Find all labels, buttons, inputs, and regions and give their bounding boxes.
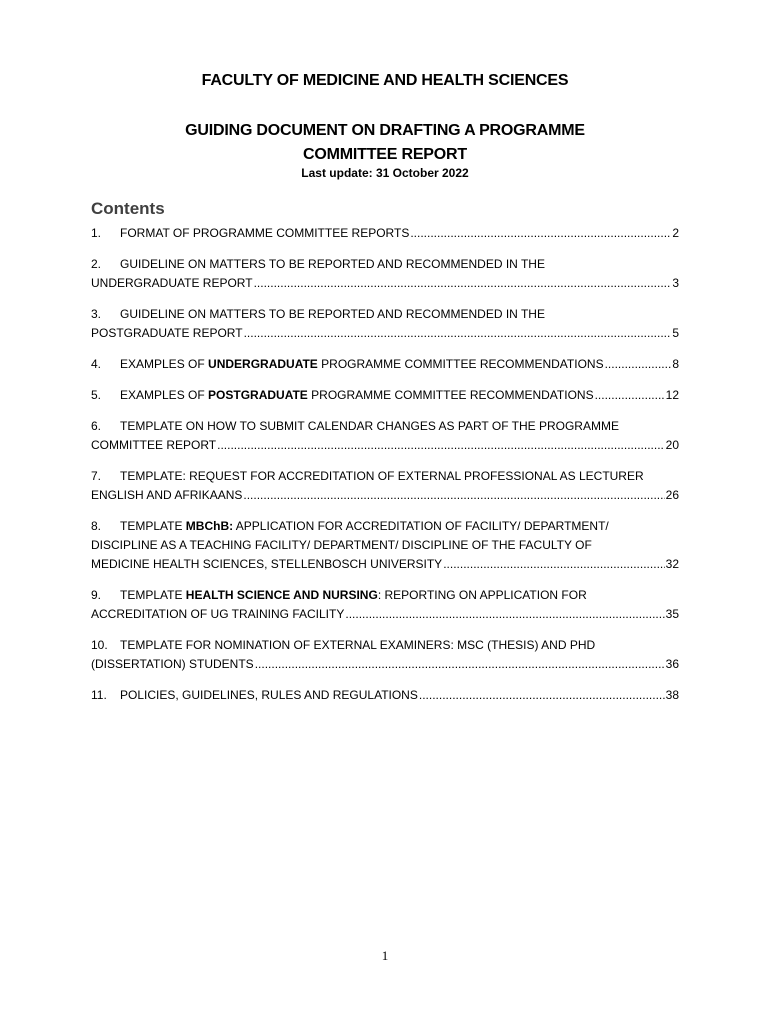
- toc-entry-title: POLICIES, GUIDELINES, RULES AND REGULATIONS: [120, 688, 418, 702]
- toc-dot-leader: [254, 274, 672, 293]
- toc-entry-9[interactable]: [91, 586, 679, 624]
- toc-page-number: 3: [672, 276, 679, 290]
- toc-entry-title-suffix: APPLICATION FOR ACCREDITATION OF FACILITY/ DEPARTMENT/: [233, 519, 609, 533]
- toc-entry-number: 5.: [91, 388, 102, 402]
- toc-entry-number: 9.: [91, 588, 102, 602]
- toc-entry-10[interactable]: [91, 636, 679, 674]
- toc-dot-leader: [243, 486, 664, 505]
- toc-dot-leader: [595, 386, 665, 405]
- last-update-date: Last update: 31 October 2022: [301, 166, 469, 180]
- toc-entry-title-line-1: TEMPLATE FOR NOMINATION OF EXTERNAL EXAMINERS: MSC (THESIS) AND PHD: [120, 638, 596, 652]
- toc-entry-11[interactable]: [91, 686, 679, 705]
- toc-entry-number: 3.: [91, 307, 102, 321]
- document-title-line-2: COMMITTEE REPORT: [303, 146, 467, 163]
- toc-entry-number: 1.: [91, 226, 102, 240]
- toc-page-number: 5: [672, 326, 679, 340]
- toc-entry-title-suffix: PROGRAMME COMMITTEE RECOMMENDATIONS: [317, 357, 604, 371]
- toc-entry-number: 10.: [91, 638, 108, 652]
- toc-entry-number: 2.: [91, 257, 102, 271]
- toc-entry-title-line-1: TEMPLATE: REQUEST FOR ACCREDITATION OF EXTERNAL PROFESSIONAL AS LECTURER: [120, 469, 644, 483]
- toc-dot-leader: [443, 555, 664, 574]
- toc-dot-leader: [217, 436, 665, 455]
- toc-entry-2[interactable]: [91, 255, 679, 293]
- toc-page-number: 26: [665, 488, 679, 502]
- toc-entry-title-line-2: ENGLISH AND AFRIKAANS: [91, 488, 243, 502]
- toc-entry-number: 8.: [91, 519, 102, 533]
- toc-entry-title-line-2: POSTGRADUATE REPORT: [91, 326, 243, 340]
- toc-page-number: 38: [665, 688, 679, 702]
- toc-entry-title-emphasis: UNDERGRADUATE: [208, 357, 318, 371]
- toc-entry-title-line-2: DISCIPLINE AS A TEACHING FACILITY/ DEPARTMENT/ DISCIPLINE OF THE FACULTY OF: [91, 538, 592, 552]
- toc-page-number: 2: [672, 226, 679, 240]
- toc-entry-title-line-2: UNDERGRADUATE REPORT: [91, 276, 253, 290]
- toc-entry-title-emphasis: HEALTH SCIENCE AND NURSING: [185, 588, 378, 602]
- toc-entry-5[interactable]: [91, 386, 679, 405]
- toc-dot-leader: [410, 224, 671, 243]
- toc-page-number: 36: [665, 657, 679, 671]
- toc-entry-number: 6.: [91, 419, 102, 433]
- toc-entry-7[interactable]: [91, 467, 679, 505]
- document-title-line-1: GUIDING DOCUMENT ON DRAFTING A PROGRAMME: [185, 122, 585, 139]
- toc-entry-1[interactable]: [91, 224, 679, 243]
- toc-entry-number: 4.: [91, 357, 102, 371]
- toc-dot-leader: [244, 324, 672, 343]
- toc-page-number: 8: [672, 357, 679, 371]
- toc-entry-title-line-1: GUIDELINE ON MATTERS TO BE REPORTED AND RECOMMENDED IN THE: [120, 257, 545, 271]
- toc-entry-title-suffix: : REPORTING ON APPLICATION FOR: [377, 588, 587, 602]
- toc-entry-title-line-2: COMMITTEE REPORT: [91, 438, 217, 452]
- toc-entry-title-emphasis: MBChB:: [185, 519, 234, 533]
- toc-entry-title: FORMAT OF PROGRAMME COMMITTEE REPORTS: [120, 226, 410, 240]
- toc-entry-title-line-2: (DISSERTATION) STUDENTS: [91, 657, 254, 671]
- toc-entry-title-prefix: TEMPLATE: [120, 588, 186, 602]
- toc-dot-leader: [255, 655, 665, 674]
- toc-entry-4[interactable]: [91, 355, 679, 374]
- toc-entry-number: 11.: [91, 688, 107, 702]
- table-of-contents: [91, 224, 679, 717]
- document-title: [120, 119, 650, 167]
- toc-page-number: 35: [665, 607, 679, 621]
- toc-page-number: 12: [665, 388, 679, 402]
- toc-dot-leader: [419, 686, 665, 705]
- toc-entry-title-emphasis: POSTGRADUATE: [208, 388, 308, 402]
- toc-page-number: 20: [665, 438, 679, 452]
- toc-page-number: 32: [665, 557, 679, 571]
- toc-dot-leader: [605, 355, 672, 374]
- toc-entry-title-line-3: MEDICINE HEALTH SCIENCES, STELLENBOSCH UNIVERSITY: [91, 557, 443, 571]
- toc-entry-number: 7.: [91, 469, 102, 483]
- toc-dot-leader: [345, 605, 664, 624]
- toc-entry-title-line-2: ACCREDITATION OF UG TRAINING FACILITY: [91, 607, 345, 621]
- toc-entry-3[interactable]: [91, 305, 679, 343]
- toc-entry-title-prefix: EXAMPLES OF: [120, 388, 209, 402]
- toc-entry-title-prefix: TEMPLATE: [120, 519, 186, 533]
- toc-entry-8[interactable]: [91, 517, 679, 574]
- toc-entry-6[interactable]: [91, 417, 679, 455]
- toc-entry-title-suffix: PROGRAMME COMMITTEE RECOMMENDATIONS: [307, 388, 594, 402]
- faculty-name: FACULTY OF MEDICINE AND HEALTH SCIENCES: [201, 72, 569, 89]
- contents-heading: Contents: [91, 199, 165, 218]
- toc-entry-title-line-1: GUIDELINE ON MATTERS TO BE REPORTED AND RECOMMENDED IN THE: [120, 307, 545, 321]
- toc-entry-title-prefix: EXAMPLES OF: [120, 357, 209, 371]
- toc-entry-title-line-1: TEMPLATE ON HOW TO SUBMIT CALENDAR CHANGES AS PART OF THE PROGRAMME: [120, 419, 619, 433]
- page-number: 1: [381, 948, 389, 963]
